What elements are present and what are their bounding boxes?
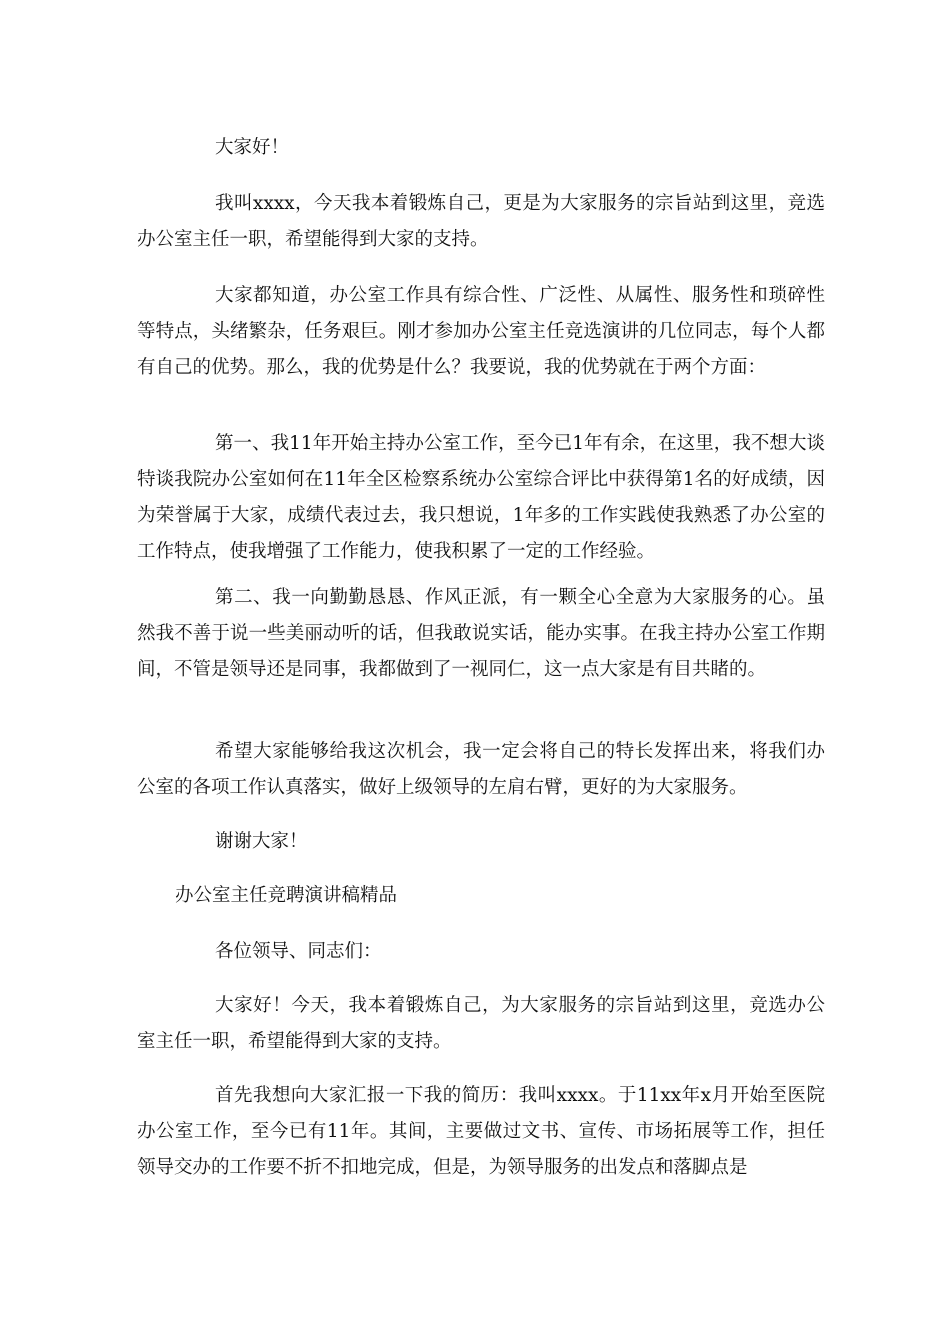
paragraph-hope: 希望大家能够给我这次机会，我一定会将自己的特长发挥出来，将我们办公室的各项工作认真落实，做好上级领导的左肩右臂，更好的为大家服务。 — [137, 741, 825, 798]
paragraph-greeting-2: 大家好！今天，我本着锻炼自己，为大家服务的宗旨站到这里，竞选办公室主任一职，希望能得到大家的支持。 — [137, 995, 825, 1052]
paragraph-office-nature: 大家都知道，办公室工作具有综合性、广泛性、从属性、服务性和琐碎性等特点，头绪繁杂，任务艰巨。刚才参加办公室主任竞选演讲的几位同志，每个人都有自己的优势。那么，我的优势是什么？我要说，我的优势就在于两个方面： — [137, 285, 825, 378]
paragraph-greeting: 大家好！ — [215, 137, 290, 158]
paragraph-first-advantage: 第一、我11年开始主持办公室工作，至今已1年有余，在这里，我不想大谈特谈我院办公室如何在11年全区检察系统办公室综合评比中获得第1名的好成绩，因为荣誉属于大家，成绩代表过去，我只想说，1年多的工作实践使我熟悉了办公室的工作特点，使我增强了工作能力，使我积累了一定的工作经验。 — [137, 433, 825, 562]
paragraph-thanks: 谢谢大家！ — [215, 831, 308, 852]
paragraph-resume: 首先我想向大家汇报一下我的简历：我叫xxxx。于11xx年x月开始至医院办公室工作，至今已有11年。其间，主要做过文书、宣传、市场拓展等工作，担任领导交办的工作要不折不扣地完成，但是，为领导服务的出发点和落脚点是 — [137, 1085, 825, 1178]
paragraph-second-advantage: 第二、我一向勤勤恳恳、作风正派，有一颗全心全意为大家服务的心。虽然我不善于说一些美丽动听的话，但我敢说实话，能办实事。在我主持办公室工作期间，不管是领导还是同事，我都做到了一视同仁，这一点大家是有目共睹的。 — [137, 587, 825, 680]
paragraph-intro: 我叫xxxx，今天我本着锻炼自己，更是为大家服务的宗旨站到这里，竞选办公室主任一职，希望能得到大家的支持。 — [137, 193, 825, 250]
section-title: 办公室主任竞聘演讲稿精品 — [175, 885, 398, 906]
paragraph-salutation: 各位领导、同志们： — [215, 941, 382, 962]
